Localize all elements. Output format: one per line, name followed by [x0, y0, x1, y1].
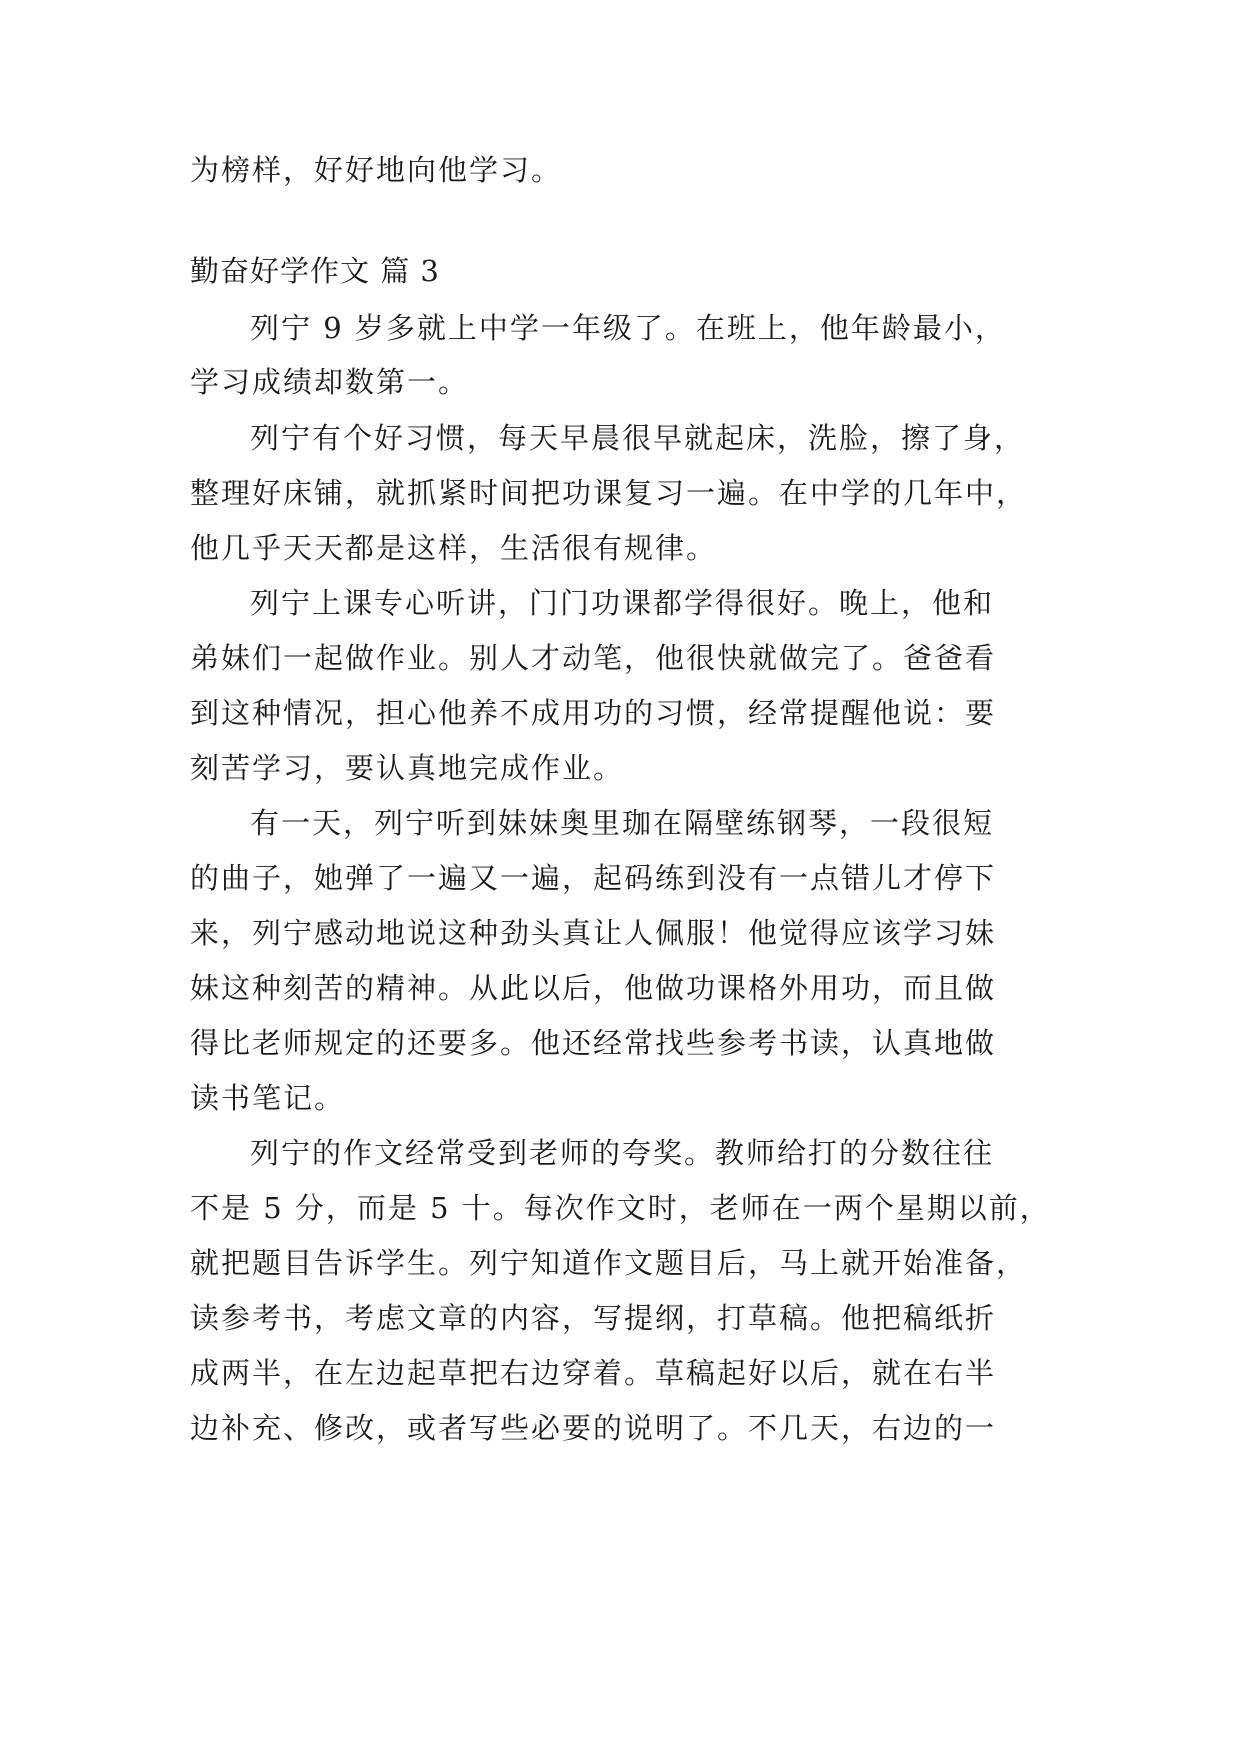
- paragraph-3-line-4: 刻苦学习，要认真地完成作业。: [190, 751, 625, 785]
- paragraph-3-line-3: 到这种情况，担心他养不成用功的习惯，经常提醒他说：要: [190, 696, 997, 730]
- paragraph-4-line-5: 得比老师规定的还要多。他还经常找些参考书读，认真地做: [190, 1026, 997, 1060]
- paragraph-4-line-2: 的曲子，她弹了一遍又一遍，起码练到没有一点错儿才停下: [190, 861, 997, 895]
- paragraph-5-line-6: 边补充、修改，或者写些必要的说明了。不几天，右边的一: [190, 1411, 997, 1445]
- paragraph-4-line-1: 有一天，列宁听到妹妹奥里珈在隔壁练钢琴，一段很短: [250, 806, 995, 840]
- paragraph-1-line-2: 学习成绩却数第一。: [190, 365, 470, 399]
- paragraph-4-line-4: 妹这种刻苦的精神。从此以后，他做功课格外用功，而且做: [190, 971, 997, 1005]
- paragraph-4-line-3: 来，列宁感动地说这种劲头真让人佩服！他觉得应该学习妹: [190, 916, 997, 950]
- paragraph-5-line-4: 读参考书，考虑文章的内容，写提纲，打草稿。他把稿纸折: [190, 1301, 997, 1335]
- paragraph-5-line-1: 列宁的作文经常受到老师的夸奖。教师给打的分数往往: [250, 1136, 995, 1170]
- paragraph-5-line-5: 成两半，在左边起草把右边穿着。草稿起好以后，就在右半: [190, 1356, 997, 1390]
- paragraph-2-line-2: 整理好床铺，就抓紧时间把功课复习一遍。在中学的几年中，: [190, 476, 1028, 510]
- paragraph-3-line-2: 弟妹们一起做作业。别人才动笔，他很快就做完了。爸爸看: [190, 641, 997, 675]
- paragraph-2-line-1: 列宁有个好习惯，每天早晨很早就起床，洗脸，擦了身，: [250, 421, 1026, 455]
- continuation-line: 为榜样，好好地向他学习。: [190, 153, 563, 187]
- paragraph-5-line-2: 不是 5 分，而是 5 十。每次作文时，老师在一两个星期以前，: [190, 1191, 1051, 1225]
- section-title: 勤奋好学作文 篇 3: [190, 254, 440, 288]
- paragraph-2-line-3: 他几乎天天都是这样，生活很有规律。: [190, 531, 718, 565]
- paragraph-3-line-1: 列宁上课专心听讲，门门功课都学得很好。晚上，他和: [250, 586, 995, 620]
- paragraph-5-line-3: 就把题目告诉学生。列宁知道作文题目后，马上就开始准备，: [190, 1246, 1028, 1280]
- paragraph-1-line-1: 列宁 9 岁多就上中学一年级了。在班上，他年龄最小，: [250, 311, 1006, 345]
- paragraph-4-line-6: 读书笔记。: [190, 1081, 346, 1115]
